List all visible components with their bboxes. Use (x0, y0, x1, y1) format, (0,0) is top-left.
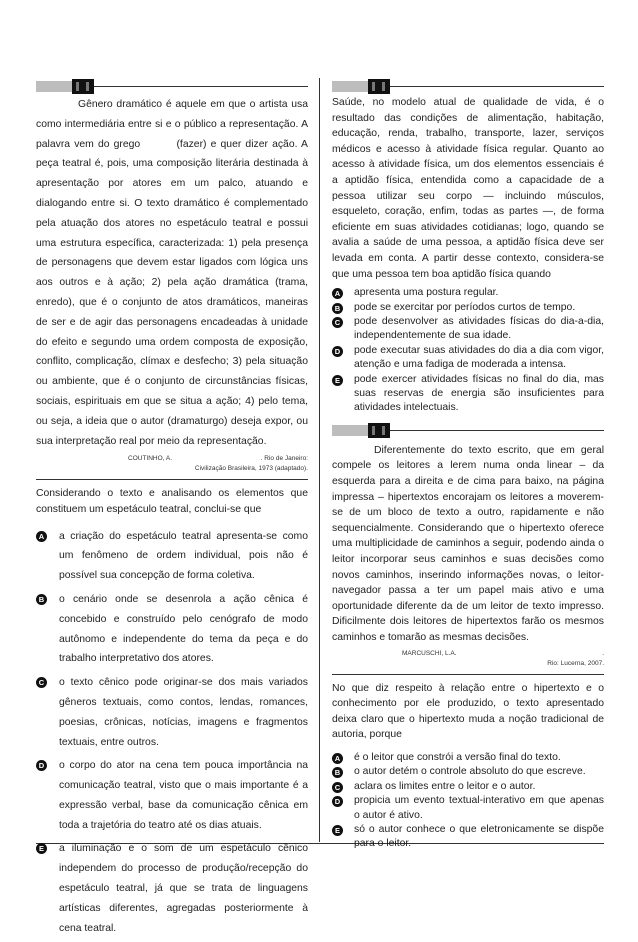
option-text: aclara os limites entre o leitor e o autor. (354, 780, 536, 792)
citation-place: . Rio de Janeiro: (260, 455, 308, 463)
citation-author: MARCUSCHI, L.A. (402, 649, 457, 657)
option-e[interactable] (332, 823, 604, 852)
option-letter-badge: B (332, 767, 343, 778)
question-number-tab (332, 425, 368, 436)
option-a[interactable] (36, 527, 308, 586)
option-text: pode desenvolver as atividades físicas do dia-a-dia, independentemente de sua idade. (354, 315, 604, 342)
drama-passage-part-b: (fazer) e quer dizer ação. A peça teatral é, pois, uma composição literária destinada à apresentação por atores em um palco, atuando e dialogando entre si. O texto dramático é complementado pela atuação dos atores no espetáculo teatral e possui uma estrutura específica, caracterizada: 1) pela presença de personagens que devem estar ligados com lógica uns aos outros e à ação; 2) pela ação dramática (trama, enredo), que é o conjunto de atos dramáticos, maneiras de ser e de agir das personagens encadeadas à unidade do efeito e segundo uma ordem composta de exposição, conflito, complicação, clímax e desfecho; 3) pela situação ou ambiente, que é o conjunto de circunstâncias físicas, sociais, espirituais em que se situa a ação; 4) pelo tema, ou seja, a ideia que o autor (dramaturgo) deseja expor, ou sua interpretação real por meio da representação. (36, 138, 308, 447)
drama-passage (36, 95, 308, 451)
option-b[interactable] (36, 590, 308, 669)
option-letter-badge: B (332, 303, 343, 314)
question-marker-icon (368, 79, 390, 94)
option-letter-badge: C (332, 782, 343, 793)
option-letter-badge: A (36, 531, 47, 542)
section-separator (36, 479, 308, 480)
question-header-bar (332, 422, 604, 439)
option-text: pode executar suas atividades do dia a dia com vigor, atenção e uma fadiga de moderada a intensa. (354, 344, 604, 371)
question-header-bar (332, 78, 604, 95)
citation-publisher: Civilização Brasileira, 1973 (adaptado). (194, 465, 308, 473)
option-letter-badge: C (332, 317, 343, 328)
health-question-text: Saúde, no modelo atual de qualidade de vida, é o resultado das condições de alimentação, habitação, educação, renda, trabalho, transporte, lazer, serviços médicos e acesso à atividade física regular. Quanto ao acesso à atividade física, um dos elementos essenciais é a aptidão física, entendida como a capacidade de a pessoa utilizar seu corpo — incluindo músculos, esqueleto, coração, enfim, todas as partes —, de forma eficiente em suas atividades cotidianas; logo, quando se avalia a saúde de uma pessoa, a aptidão física deve ser levada em conta. A partir desse contexto, considera-se que uma pessoa tem boa aptidão física quando (332, 97, 604, 280)
citation-publisher: Rio: Lucerna, 2007. (547, 659, 604, 667)
option-c[interactable] (332, 780, 604, 794)
option-b[interactable] (332, 301, 604, 315)
option-d[interactable] (36, 756, 308, 835)
answer-options (332, 286, 604, 416)
option-letter-badge: A (332, 753, 343, 764)
option-a[interactable] (332, 286, 604, 300)
option-c[interactable] (332, 315, 604, 344)
section-separator (332, 674, 604, 675)
question-stem: Considerando o texto e analisando os elementos que constituem um espetáculo teatral, conclui-se que (36, 488, 308, 515)
option-d[interactable] (332, 794, 604, 823)
option-e[interactable] (332, 373, 604, 416)
option-text: a criação do espetáculo teatral apresenta-se como um fenômeno de ordem individual, pois não é possível sua concepção de forma coletiva. (59, 530, 308, 582)
option-e[interactable] (36, 839, 308, 938)
option-d[interactable] (332, 344, 604, 373)
option-letter-badge: E (36, 843, 47, 854)
question-number-tab (332, 81, 368, 92)
option-letter-badge: D (332, 346, 343, 357)
option-text: o autor detém o controle absoluto do que escreve. (354, 766, 586, 778)
hypertext-passage: Diferentemente do texto escrito, que em geral compele os leitores a lerem numa onda linear – da esquerda para a direita e de cima para baixo, na página impressa – hipertextos encorajam os leitores a moverem-se de um bloco de texto a outro, rapidamente e não sequencialmente. Considerando que o hipertexto oferece uma multiplicidade de caminhos a seguir, podendo ainda o leitor incorporar seus caminhos e suas decisões como novos caminhos, inserindo informações novas, o leitor-navegador passa a ter um papel mais ativo e uma oportunidade diferente da de um leitor de texto impresso. Dificilmente dois leitores de hipertextos farão os mesmos caminhos e tomarão as mesmas decisões. (332, 444, 604, 643)
option-text: só o autor conhece o que eletronicamente se dispõe para o leitor. (354, 823, 604, 850)
option-letter-badge: A (332, 288, 343, 299)
option-a[interactable] (332, 751, 604, 765)
option-letter-badge: C (36, 677, 47, 688)
option-text: o texto cênico pode originar-se dos mais variados gêneros textuais, como contos, lendas, romances, poesias, crônicas, notícias, imagens e fragmentos textuais, entre outros. (59, 677, 308, 748)
drama-citation (36, 454, 308, 474)
option-text: é o leitor que constrói a versão final do texto. (354, 751, 561, 763)
answer-options (36, 527, 308, 939)
hypertext-citation (332, 649, 604, 669)
option-c[interactable] (36, 673, 308, 752)
option-text: o corpo do ator na cena tem pouca importância na comunicação teatral, visto que o mais importante é a expressão verbal, base da comunicação cênica em toda a trajetória do teatro até os dias atuais. (59, 760, 308, 831)
citation-dot: . (602, 649, 604, 657)
drama-passage-part-a: Gênero dramático é aquele em que o artista usa como intermediária entre si e o público a representação. A palavra vem do grego (36, 99, 308, 150)
option-letter-badge: D (36, 760, 47, 771)
option-text: pode exercer atividades físicas no final do dia, mas suas reservas de energia são insuficientes para atividades intelectuais. (354, 373, 604, 414)
option-text: propicia um evento textual-interativo em que apenas o autor é ativo. (354, 795, 604, 821)
question-marker-icon (368, 423, 390, 438)
option-text: apresenta uma postura regular. (354, 287, 499, 299)
option-letter-badge: E (332, 375, 343, 386)
citation-author: COUTINHO, A. (128, 455, 173, 463)
question-marker-icon (72, 79, 94, 94)
option-letter-badge: E (332, 825, 343, 836)
column-divider (319, 78, 320, 842)
option-letter-badge: D (332, 796, 343, 807)
answer-options (332, 751, 604, 852)
question-stem: No que diz respeito à relação entre o hipertexto e o conhecimento por ele produzido, o texto apresentado deixa claro que o hipertexto muda a noção tradicional de autoria, porque (332, 682, 604, 741)
option-text: o cenário onde se desenrola a ação cênica é concebido e construído pelo cenógrafo de modo autônomo e independente do tema da peça e do trabalho interpretativo dos atores. (59, 593, 308, 665)
option-letter-badge: B (36, 594, 47, 605)
left-column (36, 78, 308, 942)
option-text: pode se exercitar por períodos curtos de tempo. (354, 301, 576, 313)
option-text: a iluminação e o som de um espetáculo cênico independem do processo de produção/recepção do espetáculo teatral, já que se trata de linguagens artísticas diferentes, agregadas posteriormente à cena teatral. (59, 843, 308, 934)
question-number-tab (36, 81, 72, 92)
question-header-bar (36, 78, 308, 95)
option-b[interactable] (332, 765, 604, 779)
right-column (332, 78, 604, 852)
